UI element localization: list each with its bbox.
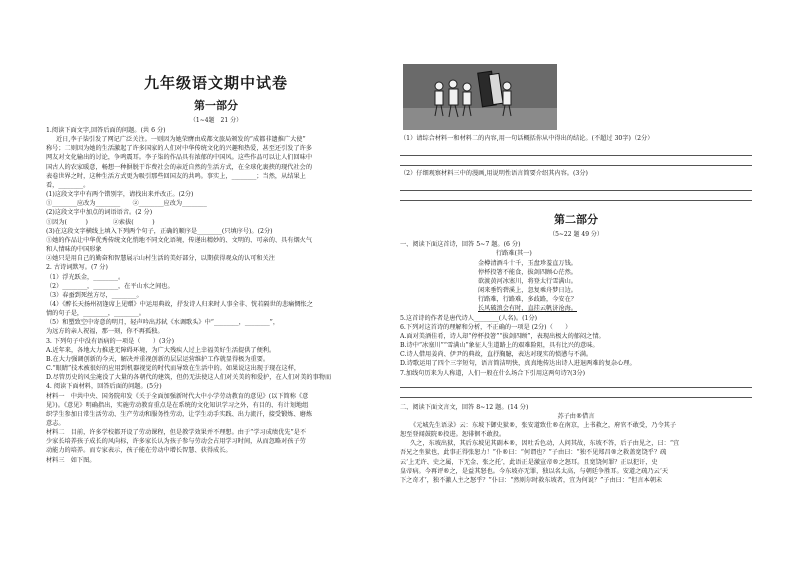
part-one-subtitle: （1~4题 21 分） — [189, 117, 243, 124]
exam-title: 九年级语文期中试卷 — [143, 74, 288, 92]
text-line: ①________应改为________ ②________应改为________ — [46, 200, 207, 208]
text-line: 停杯投箸不能食，拔剑四顾心茫然。 — [478, 268, 577, 276]
poem-questions — [400, 314, 752, 378]
text-line: 欲渡黄河冰塞川，将登太行雪满山。 — [478, 277, 577, 285]
text-line: （2）________，________，在平山水之间也。 — [46, 282, 174, 290]
text-line: 恕至登闻鼓院®投进。恕徘徊不敢投。 — [400, 431, 506, 439]
answer-line[interactable] — [400, 181, 752, 191]
classical-title: 苏子由®借言 — [557, 412, 595, 420]
text-line: 少家长培养孩子成长的风向标，许多家长认为孩子参与劳动会占用学习时间，从而忽略对孩子劳 — [46, 438, 306, 446]
text-line: (3)在这段文字横线上填入下列两个句子，正确的顺序是________(只填序号)。(2分) — [46, 227, 273, 235]
answer-line[interactable] — [400, 388, 752, 398]
text-line: 情的句子是，________，________。 — [46, 310, 145, 318]
text-line: B.诗中“冰塞川”“雪满山”象征人生道路上的艰难险阻，具有比兴的意味。 — [400, 342, 599, 350]
text-line: 皇帝病。今再评®之，是益其怒也。今东坡亦无罪，独以名太高，与朝廷争胜耳。安道之疏乃云‘天 — [400, 467, 669, 475]
text-line: 意志。 — [46, 420, 65, 427]
text-line: 4. 阅读下面材料，回答后面的问题。(5分) — [46, 383, 162, 391]
text-line: C.诗人借用姜尚、伊尹的典故，直抒胸臆，表达对现实的愤懑与不满。 — [400, 351, 593, 359]
text-line: 5.这首诗的作者是唐代诗人________(人名)。(1分) — [400, 314, 538, 322]
part-two-subtitle: （5~22 题 49 分） — [549, 231, 603, 239]
text-line: 见》)。《意见》明确指出，实施劳动教育重点是在系统的文化知识学习之外，有目的、有计划地组 — [46, 401, 309, 409]
question-4-1: （1）请综合材料一和材料二的内容,用一句话概括你从中得出的结论。(不超过 30字)（2分） — [400, 135, 654, 142]
text-line: D.尽管历史的风尘淹没了大量的各朝代的建筑，但仍无法使这人们对关美的和爱护，在人们对美的事物而 — [46, 374, 332, 382]
section-two-heading: 二、阅读下面文言文，回答 8~12 题。(14 分) — [400, 403, 529, 411]
answer-line[interactable] — [400, 146, 752, 156]
section-one-heading: 一、阅读下面这首诗，回答 5~7 题。(6 分) — [400, 241, 521, 249]
text-line: 称号；二则因为她的生活激起了许多国家的人们对中华传统文化的兴趣和热爱，甚至还引发了许多 — [46, 145, 313, 153]
text-line: C.“眼睛”技术被很好的应用到机器视觉的时代而导致在生活中的。如果说这出现于现在这样， — [46, 365, 301, 373]
text-line: D.诗歌运用了四个三字短句，语言简洁明快，真真地传达出诗人进退两难的复杂心理。 — [400, 360, 636, 368]
right-column — [400, 134, 752, 485]
part-one-body — [46, 126, 386, 465]
text-line: 表卷世界之时，这种生活方式更为吸引那些回国友的共鸣。事实上，________；当然，从结果上 — [46, 172, 306, 180]
text-line: （1）浮光跃金，________。 — [46, 273, 125, 281]
part-two-title: 第二部分 — [554, 213, 598, 227]
text-line: 长风破浪会有时，直挂云帆济沧海。 — [478, 305, 577, 313]
text-line: 1.阅读下面文字,回答后面的问题。(共 6 分) — [46, 127, 166, 134]
answer-line[interactable] — [400, 378, 752, 388]
text-line: 为远方的亲人祝福，那一刻，你不再孤独。 — [46, 328, 164, 336]
text-line: 7.加线句历来为人称道，人们一般在什么场合下引用这两句诗?(3分) — [400, 369, 586, 377]
text-line: 下之奇才’，独不激人主之怒乎？”仆曰：“然则尔时救东坡者，宜为何说？”子由曰：“但言本朝未 — [400, 476, 663, 484]
part-one-column — [46, 72, 386, 465]
text-line: (1)这段文字中有两个错别字，请找出来并改正。(2分) — [46, 191, 194, 199]
answer-line[interactable] — [400, 191, 752, 201]
text-line: 行路难，行路难，多歧路，今安在？ — [478, 296, 577, 304]
text-line: 闲来垂钓碧溪上，忽复乘舟梦日边。 — [478, 287, 577, 295]
text-line: ①因为( ) ②索拔( ) — [46, 218, 155, 226]
poem-title: 行路难(其一) — [496, 250, 532, 258]
cartoon-image-material-three — [403, 64, 557, 130]
text-line: （4）《醉长天扬州初逢席上见赠》中运用典故，抒发诗人归来时人事全非、恍若隔世的悲痛惆怅之 — [46, 300, 313, 308]
text-line: B.在大力强调创新的今天，解决并重视创新的层层运营维护工作就显得极为重要。 — [46, 355, 270, 363]
text-line: 2. 古诗词默写。(7 分) — [46, 264, 108, 272]
text-line: 国古人的农家暖意，畅想一种摒脱干诈费社会的亲近自然的生活方式，在全球化裹挟的现代社会的 — [46, 163, 313, 171]
text-line: 材料二 目前，许多学校都开设了劳动课程，但是教学效果并不理想。由于“学习成绩优先”是不 — [46, 429, 307, 437]
text-line: 动能力的培养。而专家表示，孩子能在劳动中增长智慧、获得成长。 — [46, 447, 232, 455]
text-line: 吾兄之坐狱也，此事正得张恕力！”仆®曰：“何谓也？”子由曰：“独不见郑昌®之救盖宽饶乎？疏 — [400, 449, 667, 457]
text-line: （5）和塑致空中寄意的明月，轻声吟出苏轼《水调歌头》中“________，________”， — [46, 319, 280, 327]
text-line: 《元城先生语录》云：东坡下御史狱®，张安道致仕®在南京，上书救之，府官不敢受，乃令其子 — [410, 421, 677, 429]
text-line: 云‘上无许、史之属，下无金、张之托’，此语正是激宣帝®之怒耳。且宽饶何罪？正以犯讦，史 — [400, 458, 658, 466]
question-4-2: （2）仔细观察材料三中的漫画,用说明性语言简要介绍其内容。(3分) — [400, 170, 588, 178]
answer-line[interactable] — [400, 156, 752, 166]
text-line: 网友对文化输出的讨论，争鸣震耳。李子柒的作品具有浓郁的中国风。这些作品可以让人们回味中 — [46, 154, 313, 162]
text-line: 久之，东坡出狱，其后东坡见其副本®，因吐舌色动，人问其故，东坡不答，后子由见之，曰：“宜 — [410, 440, 680, 448]
text-line: 6.下列对这首诗的理解和分析，不正确的一项是 (2分)（ ） — [400, 323, 572, 331]
poem-body — [400, 259, 752, 314]
text-line: （3）春蚕到死丝方尽，________。 — [46, 291, 143, 299]
text-line: ①她的作品让中华优秀传统文化悄地不同文化语境，传递出精妙的、文明的、可亲的、具有烟火气 — [46, 236, 313, 244]
text-line: 材料一 中共中央、国务院印发《关于全面加强新时代大中小学劳动教育的意见》(以下简称《意 — [46, 392, 309, 400]
text-line: 和人情味的中国形象 — [46, 246, 102, 254]
text-line: ②她只是用自己的勤奋和智慧展示山村生活的美好部分，以期获得观众的认可和关注 — [46, 255, 275, 263]
part-one-title: 第一部分 — [194, 99, 238, 112]
text-line: A.面对美酒佳肴，诗人却“停杯投箸”“拔剑四顾”，表现出极大的郁闷之情。 — [400, 332, 605, 340]
text-line: 3. 下列句子中没有语病的一项是（ ）(3分) — [46, 337, 175, 345]
text-line: 近日,李子柒引发了网记广泛关注。一则因为她荣膺由成都文旅局颁发的“成都非遗推广大使” — [56, 136, 306, 144]
text-line: 金樽清酒斗十千，玉盘珍羞直万钱。 — [478, 259, 577, 267]
text-line: (2)这段文字中加点的词语语音。(2 分) — [46, 209, 153, 217]
text-line: 织学生参加日常生活劳动、生产劳动和服务性劳动，让学生动手实践、出力流汗，接受锻炼、磨炼 — [46, 410, 313, 418]
classical-body — [400, 421, 752, 485]
text-line: 材料三 如下图。 — [46, 456, 96, 464]
text-line: A.近年来，各地大力推进无障碍环境，为广大残疾人过上幸福美好生活提供了便利。 — [46, 346, 276, 354]
text-line: 看，________。 — [46, 181, 90, 189]
